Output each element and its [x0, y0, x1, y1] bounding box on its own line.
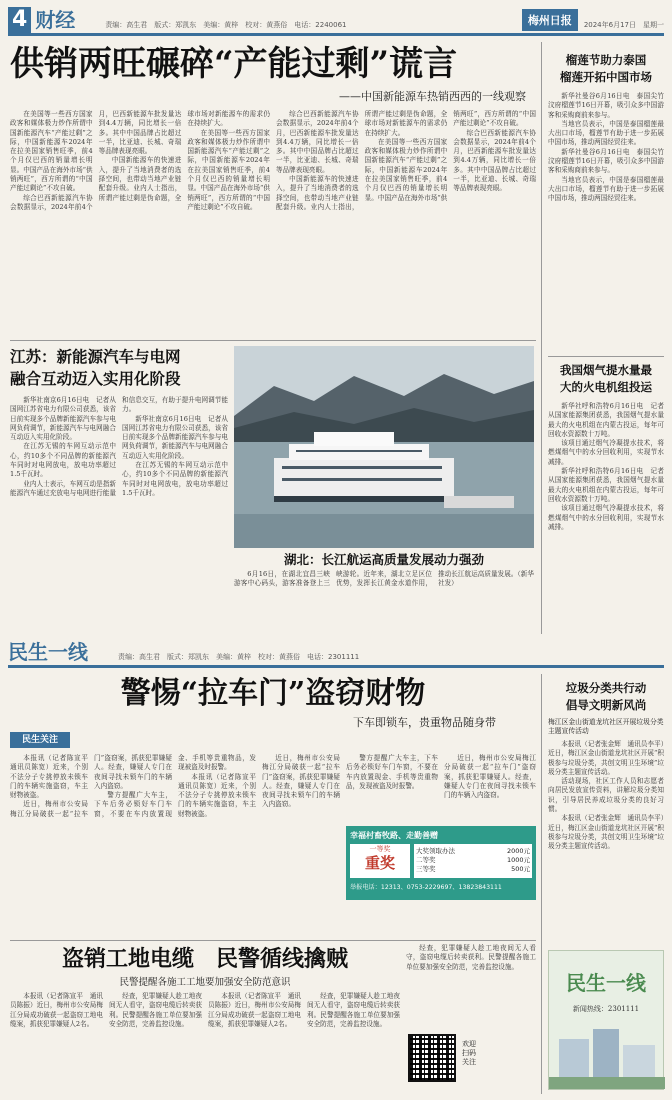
paragraph: 综合巴西新能源汽车协会数据显示，2024年前4个月，巴西新能源车批发量达到4.4万辆，同比增长一倍多。其中中国品牌占比超过一半，比亚迪、长城、奇瑞等品牌表现亮眼。 [10, 110, 182, 211]
cable-story [10, 944, 400, 1094]
paragraph: 6月16日，在湖北宜昌三峡游客中心码头，游客准备登上三峡游轮。近年来，湖北立足区位优势，发挥长江黄金水道作用，推动长江航运高质量发展。（新华社发） [234, 570, 534, 588]
cable-side [406, 944, 536, 1094]
paragraph: 本报讯（记者陈宣平 通讯员陈宽）近来，个别不法分子专挑停放未锁车门的车辆实施盗窃，车主财物被盗。 [178, 772, 263, 818]
theft-body-right [346, 754, 536, 824]
ad-prize-table [414, 844, 532, 878]
banner-illustration [549, 1019, 665, 1089]
newspaper-logo: 梅州日报 [522, 9, 578, 31]
garbage-story [548, 680, 664, 940]
staff-line: 责编：高生君 版式：郑凯东 美编：黄梓 校对：黄燕俗 电话：2240061 [105, 21, 347, 29]
ad-prize-label: 一等奖 [369, 845, 391, 853]
durian-headline-2: 榴莲开拓中国市场 [560, 70, 652, 84]
paragraph: 综合巴西新能源汽车协会数据显示，2024年前4个月，巴西新能源车批发量达到4.4万辆，同比增长一倍多。其中中国品牌占比超过一半，比亚迪、长城、奇瑞等品牌表现亮眼。 [453, 128, 536, 193]
paragraph: 新华社南京6月16日电 记者从国网江苏省电力有限公司获悉，该省日前实现多个品牌新能源汽车参与电网负荷调节，新能源汽车与电网融合互动迈入实用化阶段。 [122, 414, 228, 460]
jiangsu-body [10, 396, 228, 624]
cable-body [10, 992, 400, 1092]
paragraph: 综合巴西新能源汽车协会数据显示，2024年前4个月，巴西新能源车批发量达到4.4万辆，同比增长一倍多。其中中国品牌占比超过一半，比亚迪、长城、奇瑞等品牌表现亮眼。 [275, 110, 359, 174]
cable-side-body [406, 944, 536, 1028]
divider [548, 356, 664, 357]
paragraph: 在江苏无锡的车网互动示范中心，约10多个不同品牌的新能源汽车同时对电网放电，放电功率超过1.5千瓦时。 [10, 442, 116, 479]
powerplant-headline-2: 大的火电机组投运 [560, 380, 652, 394]
banner-hotline: 新闻热线：2301111 [572, 1005, 640, 1013]
cable-headline: 盗销工地电缆 民警循线擒贼 [61, 946, 348, 972]
garbage-headline-1: 垃圾分类共行动 [565, 681, 647, 695]
qr-label: 欢迎扫码关注 [462, 1040, 476, 1066]
qr-code-icon [408, 1034, 456, 1082]
ad-prize-badge [350, 844, 410, 878]
paragraph: 本报讯（记者陈宣平 通讯员陈振）近日，梅州市公安局梅江分局成功破获一起盗窃工地电缆案，抓获犯罪嫌疑人2名。 [10, 992, 103, 1028]
paragraph: 新华社曼谷6月16日电 泰国尖竹汶府榴莲节16日开幕，吸引众多中国游客和采购商前来参与。 [548, 147, 664, 175]
paragraph: 中国新能源车的快速进入，提升了当地消费者的选择空间，也带动当地产业链配套升级。业内人士指出，所谓产能过剩是伪命题，全球市场对新能源车的需求仍在持续扩大。 [98, 110, 270, 202]
paragraph: 在美国等一些西方国家政客和媒体极力炒作所谓中国新能源汽车“产能过剩”之际，中国新能源车2024年在拉美国家销售旺季，前4个月仅巴西的销量增长明显。中国产品在海外市场“供销两旺”，西方所谓的“中国产能过剩论”不攻自破。 [187, 128, 270, 211]
issue-date: 2024年6月17日 星期一 [583, 21, 664, 29]
minsheng-banner [548, 950, 664, 1090]
paragraph: 该项目通过烟气冷凝提水技术，将燃煤烟气中的水分回收利用，实现节水减排。 [548, 504, 664, 531]
section2-header [8, 638, 664, 668]
theft-tag [10, 732, 70, 748]
paragraph: 经查，犯罪嫌疑人趁工地夜间无人看守，盗窃电缆后转卖获利。民警提醒各施工单位要加强安全防范，完善监控设施。 [406, 944, 536, 971]
jiangsu-headline-1: 江苏：新能源汽车与电网 [10, 347, 181, 366]
divider [10, 940, 536, 941]
paragraph: 警方提醒广大车主，下车后务必锁好车门车窗，不要在车内放置现金、手机等贵重物品，发现被盗及时报警。 [94, 754, 256, 818]
paragraph: 新华社曼谷6月16日电 泰国尖竹汶府榴莲节16日开幕，吸引众多中国游客和采购商前来参与。 [548, 92, 664, 119]
paragraph: 新华社呼和浩特6月16日电 记者从国家能源集团获悉，我国烟气提水量最大的火电机组在内蒙古投运，每年可回收水资源数十万吨。 [548, 402, 664, 438]
ad-row [416, 864, 530, 873]
theft-body-left [10, 754, 340, 936]
paragraph: 新华社南京6月16日电 记者从国网江苏省电力有限公司获悉，该省日前实现多个品牌新能源汽车参与电网负荷调节，新能源汽车与电网融合互动迈入实用化阶段。 [10, 396, 116, 442]
cable-subheadline: 民警提醒各施工工地要加强安全防范意识 [119, 977, 291, 988]
paragraph: 当地官员表示，中国是泰国榴莲最大出口市场，榴莲节有助于进一步拓展中国市场，推动两国经贸往来。 [548, 119, 664, 147]
paragraph: 业内人士表示，车网互动是指新能源汽车通过充放电与电网进行能量和信息交互，有助于提升电网调节能力。 [10, 396, 228, 497]
ad-row-value: 1000元 [506, 856, 530, 864]
divider [541, 42, 542, 634]
ad-row [416, 855, 530, 864]
ad-title: 幸福村畜牧路、走勤善赠 [350, 831, 438, 840]
section-title: 财经 [35, 8, 76, 32]
paragraph: 本报讯（记者张金辉 通讯员李平）近日，梅江区金山街道龙坑社区开展“积极参与垃圾分类，共创文明卫生环境”垃圾分类主题宣传活动。 [548, 814, 664, 851]
durian-story [548, 52, 664, 352]
paragraph: 新华社呼和浩特6月16日电 记者从国家能源集团获悉，我国烟气提水量最大的火电机组在内蒙古投运，每年可回收水资源数十万吨。 [548, 467, 664, 503]
ad-prize-main: 重奖 [364, 854, 395, 872]
paragraph: 近日，梅州市公安局梅江分局破获一起“拉车门”盗窃案，抓获犯罪嫌疑人。经查，嫌疑人专门在夜间寻找未锁车门的车辆入内盗窃。 [10, 754, 172, 818]
jiangsu-story [10, 346, 228, 632]
ad-row-label: 大奖领取办法 [416, 847, 455, 855]
top-story-subheadline: ——中国新能源车热销西西的一线观察 [339, 90, 526, 103]
page-header [8, 6, 664, 36]
paragraph: 该项目通过烟气冷凝提水技术，将燃煤烟气中的水分回收利用，实现节水减排。 [548, 439, 664, 466]
divider [10, 340, 536, 341]
paragraph: 警方提醒广大车主，下车后务必锁好车门车窗，不要在车内放置现金、手机等贵重物品，发现被盗及时报警。 [346, 754, 438, 790]
reward-ad [346, 826, 536, 900]
paragraph: 经查，犯罪嫌疑人趁工地夜间无人看守，盗窃电缆后转卖获利。民警提醒各施工单位要加强安全防范，完善监控设施。 [109, 992, 202, 1028]
ad-row [416, 846, 530, 855]
banner-brand: 民生一线 [566, 971, 646, 995]
photo1-caption-block [234, 550, 534, 632]
ad-row-value: 2000元 [506, 847, 530, 855]
ad-row-label: 三等奖 [416, 865, 436, 873]
jiangsu-headline-2: 融合互动迈入实用化阶段 [10, 369, 181, 388]
paragraph: 在江苏无锡的车网互动示范中心，约10多个不同品牌的新能源汽车同时对电网放电，放电功率超过1.5千瓦时。 [122, 461, 228, 497]
theft-tag-label: 民生关注 [21, 735, 58, 745]
page-number: 4 [8, 7, 31, 33]
ad-row-value: 500元 [511, 865, 530, 873]
garbage-sub: 梅江区金山街道龙坑社区开展垃圾分类主题宣传活动 [548, 718, 664, 735]
divider [541, 674, 542, 1094]
powerplant-story [548, 362, 664, 632]
paragraph: 近日，梅州市公安局梅江分局破获一起“拉车门”盗窃案，抓获犯罪嫌疑人。经查，嫌疑人专门在夜间寻找未锁车门的车辆入内盗窃。 [262, 754, 340, 809]
paragraph: 经查，犯罪嫌疑人趁工地夜间无人看守，盗窃电缆后转卖获利。民警提醒各施工单位要加强安全防范，完善监控设施。 [307, 992, 400, 1028]
paragraph: 本报讯（记者陈宣平 通讯员陈宽）近来，个别不法分子专挑停放未锁车门的车辆实施盗窃，车主财物被盗。 [10, 754, 95, 800]
paragraph: 在美国等一些西方国家政客和媒体极力炒作所谓中国新能源汽车“产能过剩”之际，中国新能源车2024年在拉美国家销售旺季，前4个月仅巴西的销量增长明显。中国产品在海外市场“供销两旺”，西方所谓的“中国产能过剩论”不攻自破。 [10, 110, 93, 193]
paragraph: 活动现场，社区工作人员和志愿者向居民发放宣传资料，讲解垃圾分类知识，引导居民养成垃圾分类的良好习惯。 [548, 777, 664, 814]
paragraph: 当地官员表示，中国是泰国榴莲最大出口市场，榴莲节有助于进一步拓展中国市场，推动两国经贸往来。 [548, 175, 664, 203]
theft-story [10, 674, 536, 936]
powerplant-headline-1: 我国烟气提水量最 [560, 363, 652, 377]
section2-title: 民生一线 [8, 640, 88, 664]
durian-headline-1: 榴莲节助力泰国 [565, 53, 647, 67]
durian-body [548, 92, 664, 348]
theft-headline: 警惕“拉车门”盗窃财物 [120, 676, 426, 711]
river-boat-photo [234, 346, 534, 548]
photo1-caption: 湖北：长江航运高质量发展动力强劲 [283, 552, 484, 567]
garbage-headline-2: 倡导文明新风尚 [565, 698, 647, 712]
garbage-body [548, 740, 664, 934]
powerplant-body [548, 402, 664, 628]
photo1-body [234, 570, 534, 628]
theft-subheadline: 下车即锁车，贵重物品随身带 [353, 716, 496, 729]
top-story [10, 42, 536, 338]
paragraph: 本报讯（记者张金辉 通讯员李平）近日，梅江区金山街道龙坑社区开展“积极参与垃圾分类，共创文明卫生环境”垃圾分类主题宣传活动。 [548, 740, 664, 776]
paragraph: 近日，梅州市公安局梅江分局破获一起“拉车门”盗窃案，抓获犯罪嫌疑人。经查，嫌疑人专门在夜间寻找未锁车门的车辆入内盗窃。 [444, 754, 536, 800]
ad-phone: 举报电话：12313、0753-2229697、13823843111 [350, 884, 502, 891]
paragraph: 在美国等一些西方国家政客和媒体极力炒作所谓中国新能源汽车“产能过剩”之际，中国新能源车2024年在拉美国家销售旺季，前4个月仅巴西的销量增长明显。中国产品在海外市场“供销两旺”，西方所谓的“中国产能过剩论”不攻自破。 [364, 110, 536, 202]
river-boat-illustration [234, 346, 534, 548]
paragraph: 中国新能源车的快速进入，提升了当地消费者的选择空间，也带动当地产业链配套升级。业内人士指出，所谓产能过剩是伪命题，全球市场对新能源车的需求仍在持续扩大。 [275, 110, 448, 211]
top-story-headline: 供销两旺碾碎“产能过剩”谎言 [10, 44, 458, 84]
top-story-body [10, 110, 536, 340]
ad-row-label: 二等奖 [416, 856, 436, 864]
section2-staff: 责编：高生君 版式：郑凯东 美编：黄梓 校对：黄燕俗 电话：2301111 [118, 653, 360, 661]
paragraph: 本报讯（记者陈宣平 通讯员陈振）近日，梅州市公安局梅江分局成功破获一起盗窃工地电缆案，抓获犯罪嫌疑人2名。 [208, 992, 301, 1028]
